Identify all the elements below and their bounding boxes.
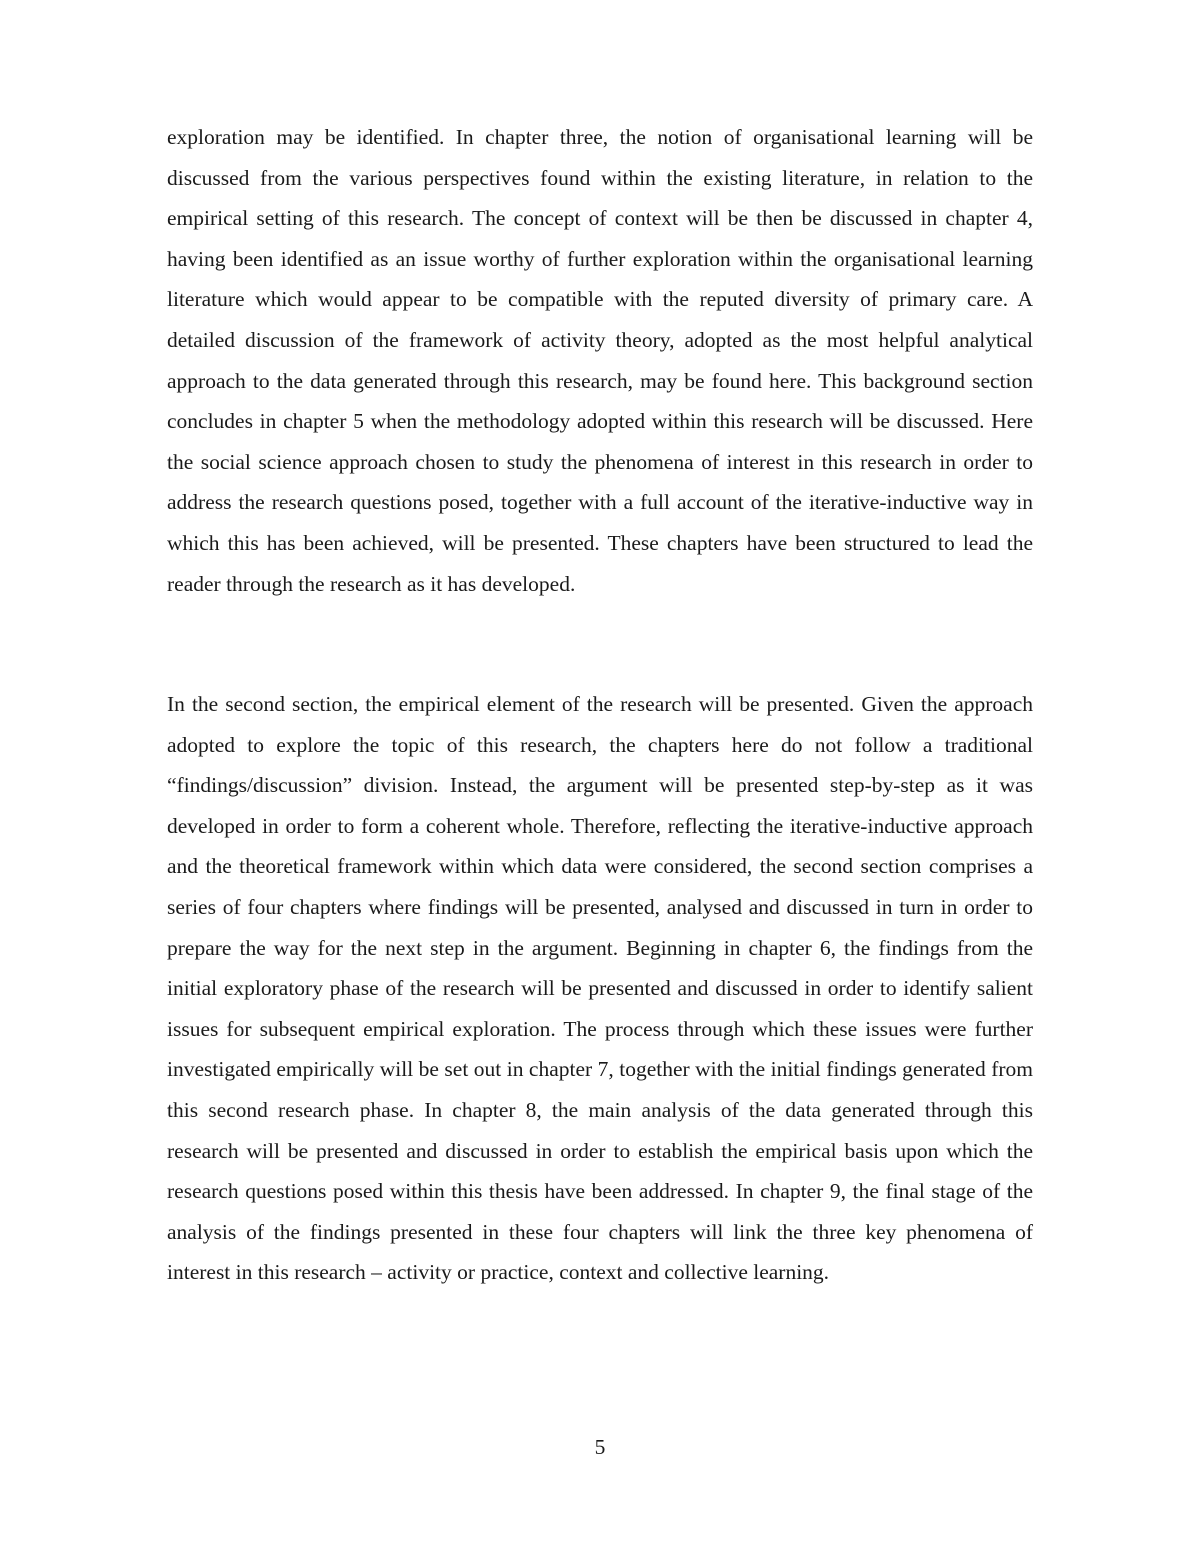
paragraph-2: In the second section, the empirical element of the research will be presented. Given the approach adopted to explore the topic of this research, the chapters here do not follow a traditional “findings/discussion” division. Instead, the argument will be presented step-by-step as it was developed in order to form a coherent whole. Therefore, reflecting the iterative-inductive approach and the theoretical framework within which data were considered, the second section comprises a series of four chapters where findings will be presented, analysed and discussed in turn in order to prepare the way for the next step in the argument. Beginning in chapter 6, the findings from the initial exploratory phase of the research will be presented and discussed in order to identify salient issues for subsequent empirical exploration. The process through which these issues were further investigated empirically will be set out in chapter 7, together with the initial findings generated from this second research phase. In chapter 8, the main analysis of the data generated through this research will be presented and discussed in order to establish the empirical basis upon which the research questions posed within this thesis have been addressed. In chapter 9, the final stage of the analysis of the findings presented in these four chapters will link the three key phenomena of interest in this research – activity or practice, context and collective learning. (167, 692, 1033, 1285)
page-number: 5 (594, 1435, 606, 1459)
paragraph-1: exploration may be identified. In chapter three, the notion of organisational learning will be discussed from the various perspectives found within the existing literature, in relation to the empirical setting of this research. The concept of context will be then be discussed in chapter 4, having been identified as an issue worthy of further exploration within the organisational learning literature which would appear to be compatible with the reputed diversity of primary care. A detailed discussion of the framework of activity theory, adopted as the most helpful analytical approach to the data generated through this research, may be found here. This background section concludes in chapter 5 when the methodology adopted within this research will be discussed. Here the social science approach chosen to study the phenomena of interest in this research in order to address the research questions posed, together with a full account of the iterative-inductive way in which this has been achieved, will be presented. These chapters have been structured to lead the reader through the research as it has developed. (167, 125, 1033, 596)
